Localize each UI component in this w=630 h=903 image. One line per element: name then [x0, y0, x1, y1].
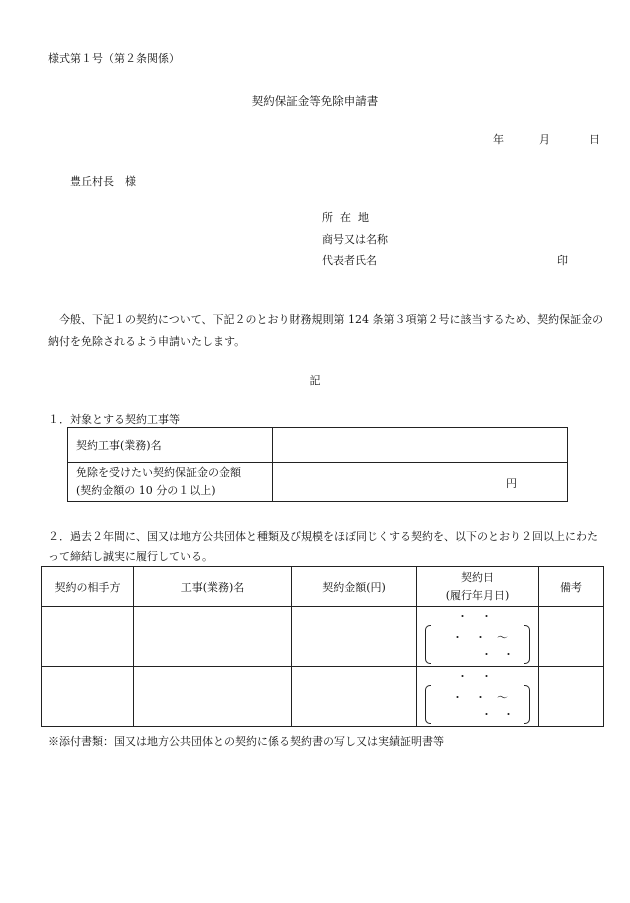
table-row [42, 667, 604, 727]
tilde-mark: ～ [497, 631, 508, 644]
applicant-company-row [322, 231, 412, 247]
bracket-right [524, 625, 530, 664]
company-label: 商号又は名称 [322, 233, 388, 246]
yen-unit: 円 [506, 477, 517, 490]
seal-mark: 印 [557, 254, 568, 267]
bracket-left [425, 625, 431, 664]
date-dot: ・ [457, 610, 468, 623]
guarantee-amount-label-line2: (契約金額の 10 分の１以上) [76, 484, 216, 497]
applicant-address-row [322, 209, 412, 225]
date-dot: ・ [481, 610, 492, 623]
document-title: 契約保証金等免除申請書 [251, 94, 379, 108]
remarks-cell[interactable] [539, 607, 604, 667]
applicant-representative-row [322, 252, 412, 268]
column-header-contract-date [417, 567, 539, 607]
column-header-work-name: 工事(業務)名 [134, 567, 292, 607]
bracket-right [524, 685, 530, 724]
attachment-note: ※添付書類：国又は地方公共団体との契約に係る契約書の写し又は実績証明書等 [48, 735, 444, 748]
date-dot: ・ [481, 708, 492, 721]
section1-heading: １．対象とする契約工事等 [48, 413, 180, 426]
remarks-cell[interactable] [539, 667, 604, 727]
date-dot: ・ [503, 708, 514, 721]
date-dot: ・ [475, 631, 486, 644]
date-month-label: 月 [539, 133, 550, 146]
bracket-left [425, 685, 431, 724]
contract-name-label: 契約工事(業務)名 [68, 428, 273, 463]
contract-date-cell[interactable] [417, 667, 539, 727]
column-header-date-line2: (履行年月日) [445, 588, 510, 602]
amount-cell[interactable] [292, 667, 417, 727]
tilde-mark: ～ [497, 691, 508, 704]
work-name-cell[interactable] [134, 607, 292, 667]
date-dot: ・ [475, 691, 486, 704]
contract-date-cell[interactable] [417, 607, 539, 667]
past-contracts-table [41, 566, 604, 727]
date-year-label: 年 [493, 133, 504, 146]
contract-name-field[interactable] [273, 428, 568, 463]
column-header-partner: 契約の相手方 [42, 567, 134, 607]
target-contract-table [67, 427, 568, 502]
guarantee-amount-label-line1: 免除を受けたい契約保証金の金額 [76, 466, 241, 479]
date-dot: ・ [481, 670, 492, 683]
column-header-remarks: 備考 [539, 567, 604, 607]
address-label: 所在地 [322, 211, 376, 224]
date-dot: ・ [452, 631, 463, 644]
guarantee-amount-field[interactable] [273, 463, 568, 502]
date-dot: ・ [452, 691, 463, 704]
date-dot: ・ [457, 670, 468, 683]
amount-cell[interactable] [292, 607, 417, 667]
date-day-label: 日 [589, 133, 600, 146]
form-number: 様式第１号（第２条関係） [48, 52, 180, 65]
partner-cell[interactable] [42, 607, 134, 667]
ki-marker: 記 [309, 374, 321, 387]
representative-label: 代表者氏名 [322, 254, 377, 267]
addressee: 豊丘村長 様 [70, 175, 136, 188]
column-header-date-line1: 契約日 [461, 570, 494, 584]
date-dot: ・ [503, 648, 514, 661]
section2-heading: ２．過去２年間に、国又は地方公共団体と種類及び規模をほぼ同じくする契約を、以下のとおり２回以上にわたって締結し誠実に履行している。 [48, 530, 598, 563]
partner-cell[interactable] [42, 667, 134, 727]
guarantee-amount-label [68, 463, 273, 502]
date-dot: ・ [481, 648, 492, 661]
column-header-amount: 契約金額(円) [292, 567, 417, 607]
work-name-cell[interactable] [134, 667, 292, 727]
table-row [42, 607, 604, 667]
application-body-text: 今般、下記１の契約について、下記２のとおり財務規則第 124 条第３項第２号に該当するため、契約保証金の納付を免除されるよう申請いたします。 [48, 313, 604, 348]
